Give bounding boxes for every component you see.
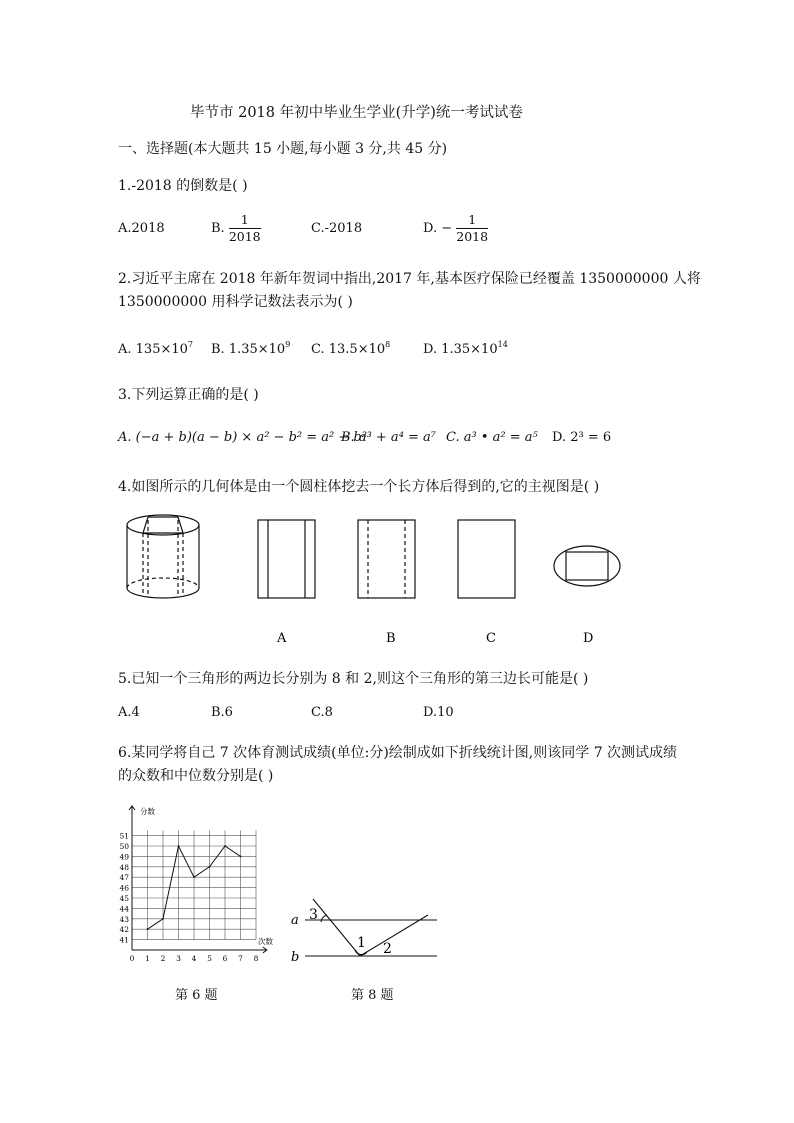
- x-tick-label: 1: [145, 954, 150, 963]
- label-a: A: [277, 631, 287, 646]
- data-point: [209, 866, 211, 868]
- x-axis-label: 次数: [258, 937, 273, 946]
- q2-option-d: [423, 340, 508, 357]
- label-angle-2: 2: [383, 941, 392, 957]
- q3-option-b: B. a³ + a⁴ = a⁷: [341, 430, 437, 445]
- label-line-a: a: [291, 913, 299, 928]
- q3-option-d: D. 2³ = 6: [552, 430, 612, 445]
- q1-option-b: [211, 212, 261, 245]
- q5-stem: 5.已知一个三角形的两边长分别为 8 和 2,则这个三角形的第三边长可能是( ): [118, 671, 589, 687]
- caption-fig8: 第 8 题: [351, 988, 394, 1003]
- x-tick-label: 0: [129, 954, 135, 963]
- y-tick-label: 45: [119, 894, 129, 903]
- q1-stem: 1.-2018 的倒数是( ): [118, 178, 248, 194]
- q3-option-c: C. a³ • a² = a⁵: [446, 430, 538, 445]
- data-point: [178, 845, 180, 847]
- q1-b-numerator: 1: [229, 212, 261, 229]
- q3-stem: 3.下列运算正确的是( ): [118, 387, 259, 403]
- view-option-c: [458, 520, 515, 598]
- label-b: B: [386, 631, 396, 646]
- q1-option-d-sign: −: [441, 221, 453, 236]
- q1-option-d-prefix: D.: [423, 221, 438, 236]
- exam-title: 毕节市 2018 年初中毕业生学业(升学)统一考试试卷: [190, 105, 523, 121]
- q2-option-a: [118, 340, 193, 357]
- q1-b-denominator: 2018: [228, 229, 261, 244]
- caption-fig6: 第 6 题: [175, 988, 218, 1003]
- x-tick-label: 6: [222, 954, 228, 963]
- label-c: C: [486, 631, 496, 646]
- q1-option-d: [423, 212, 488, 245]
- data-point: [147, 928, 149, 930]
- y-tick-label: 42: [119, 925, 129, 935]
- q2-c-base: C. 13.5×10: [311, 342, 386, 357]
- label-d: D: [583, 631, 594, 646]
- q1-option-a: A.2018: [118, 221, 165, 236]
- q2-c-exp: 8: [385, 340, 391, 349]
- y-tick-label: 46: [119, 883, 129, 893]
- q1-option-c: C.-2018: [311, 221, 363, 236]
- y-tick-label: 48: [119, 862, 129, 872]
- q5-option-b: B.6: [211, 705, 233, 720]
- q5-option-c: C.8: [311, 705, 333, 720]
- y-tick-label: 51: [119, 831, 129, 841]
- q6-stem-line2: 的众数和中位数分别是( ): [118, 768, 274, 784]
- q2-stem-line2: 1350000000 用科学记数法表示为( ): [118, 294, 353, 310]
- q2-stem-line1: 2.习近平主席在 2018 年新年贺词中指出,2017 年,基本医疗保险已经覆盖 1350000000 人将: [118, 271, 701, 287]
- q1-option-b-fraction: [229, 212, 261, 245]
- x-tick-label: 4: [191, 954, 197, 963]
- view-option-a: [258, 520, 315, 598]
- q3-option-a: A. (−a + b)(a − b) × a² − b² = a² − b²: [118, 430, 367, 445]
- label-line-b: b: [291, 950, 300, 965]
- q6-stem-line1: 6.某同学将自己 7 次体育测试成绩(单位:分)绘制成如下折线统计图,则该同学 7 次测试成绩: [118, 745, 678, 761]
- label-angle-3: 3: [309, 907, 318, 923]
- y-tick-label: 50: [119, 842, 129, 851]
- q4-stem: 4.如图所示的几何体是由一个圆柱体挖去一个长方体后得到的,它的主视图是( ): [118, 479, 600, 495]
- x-tick-label: 5: [207, 954, 212, 963]
- data-point: [193, 876, 195, 878]
- angle-3-arc: [321, 915, 327, 922]
- q2-a-base: A. 135×10: [118, 342, 188, 357]
- y-axis-label: 分数: [140, 807, 155, 816]
- q5-option-d: D.10: [423, 705, 454, 720]
- view-option-d: [554, 546, 620, 586]
- x-tick-label: 3: [176, 954, 181, 963]
- y-tick-label: 47: [119, 873, 129, 883]
- transversal-right: [360, 915, 428, 956]
- label-angle-1: 1: [357, 935, 366, 951]
- view-option-b: [358, 520, 415, 598]
- q2-a-exp: 7: [187, 340, 193, 349]
- q2-d-base: D. 1.35×10: [423, 342, 498, 357]
- transversal-left: [313, 899, 360, 956]
- y-tick-label: 44: [119, 904, 129, 914]
- x-tick-label: 7: [238, 954, 243, 963]
- x-tick-label: 2: [160, 954, 166, 963]
- q2-b-base: B. 1.35×10: [211, 342, 286, 357]
- q2-option-c: [311, 340, 390, 357]
- data-point: [240, 856, 242, 858]
- cylinder-figure: [127, 515, 199, 598]
- q2-option-b: [211, 340, 290, 357]
- q1-option-d-fraction: [456, 212, 488, 245]
- q5-option-a: A.4: [118, 705, 140, 720]
- q1-d-numerator: 1: [456, 212, 488, 229]
- data-point: [224, 845, 226, 847]
- data-point: [162, 918, 164, 920]
- q1-option-b-prefix: B.: [211, 221, 225, 236]
- q4-figures: [0, 500, 794, 650]
- y-tick-label: 49: [119, 852, 129, 862]
- section-heading: 一、选择题(本大题共 15 小题,每小题 3 分,共 45 分): [118, 141, 448, 157]
- q2-d-exp: 14: [497, 340, 508, 349]
- q1-d-denominator: 2018: [456, 229, 489, 244]
- parallel-lines-figure: [285, 895, 445, 970]
- y-tick-label: 41: [119, 935, 129, 945]
- q2-b-exp: 9: [285, 340, 291, 349]
- y-tick-label: 43: [119, 914, 129, 924]
- score-line-chart: [110, 800, 290, 970]
- x-tick-label: 8: [253, 954, 259, 963]
